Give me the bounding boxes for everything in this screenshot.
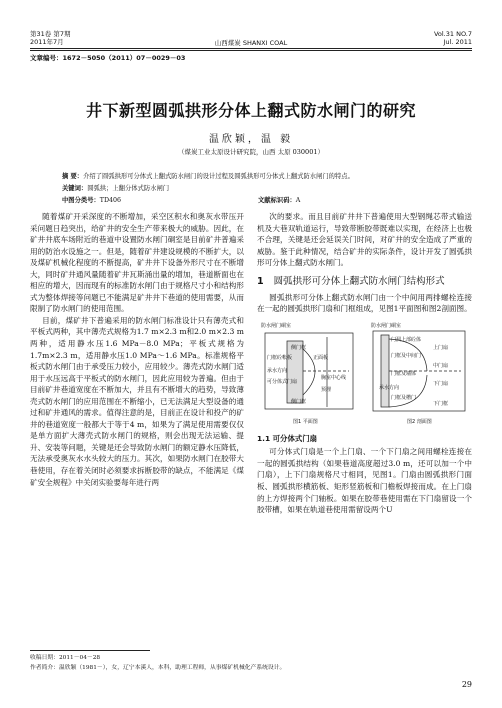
- right-paragraph-1: 次的要求。而且目前矿井井下普遍使用大型钢绳芯带式输送机及大巷双轨道运行，导致带断胶带既难以实现，在经济上也极不合理，关键是还会延误关门时间，对矿井的安全造成了严重的威胁。鉴于此种情况，结合矿井的实际条件，设计开发了圆弧拱形可分体上翻式防水闸门。: [257, 212, 472, 268]
- fig1-label-2: 门框砼帐板: [267, 354, 293, 361]
- right-column: [257, 211, 472, 516]
- keywords-label: 关键词：: [62, 185, 88, 192]
- section-1-heading: [257, 275, 472, 288]
- fig2-label-3: 门框及中间门: [391, 352, 422, 359]
- fig1-caption: 图1 平面图: [293, 418, 318, 425]
- fig1-label-4: 可分体式门扇: [267, 378, 298, 385]
- footnote-rule: [30, 650, 150, 651]
- journal-volume-en-line: Vol.31 NO.7: [433, 30, 472, 38]
- keywords: [62, 184, 169, 193]
- journal-date: 2011年7月: [30, 38, 64, 46]
- fig2-label-2: 上门扇: [433, 344, 449, 351]
- fig1-label-8: 预埋: [321, 386, 332, 393]
- fig1-label-6: 侧门框: [291, 398, 307, 405]
- fig2-label-8: 门框及槽门: [391, 394, 417, 401]
- paper-authors: 温欣颖，温 毅: [208, 134, 294, 145]
- fig2-label-5: 门框及墙体: [391, 370, 417, 377]
- doc-code-label: 文献标识码：: [258, 197, 296, 204]
- paper-affiliation: （煤炭工业太原设计研究院，山西 太原 030001）: [178, 148, 324, 156]
- fig1-label-3: 承水方向: [267, 367, 288, 374]
- journal-volume: 第31卷 第7期: [30, 30, 71, 38]
- fig1-title: 防水闸门硐室: [261, 322, 292, 329]
- fig2-caption: 图2 剖面图: [407, 418, 432, 425]
- paper-title: 井下新型圆弧拱形分体上翻式防水闸门的研究: [85, 101, 416, 120]
- subsection-1-1-heading: 1.1 可分体式门扇: [257, 433, 318, 443]
- keywords-text: 圆弧拱；上翻分体式防水闸门: [87, 185, 170, 192]
- fig1-label-5: 正面板: [313, 354, 329, 361]
- footnote-author: 作者简介：温欣颖（1981－），女，辽宁本溪人，本科，助理工程师，从事煤矿机械化产系统设计。: [30, 665, 286, 671]
- fig2-label-6: 下门扇: [433, 380, 449, 387]
- doc-code: [258, 196, 300, 205]
- left-paragraph-2: 目前，煤矿井下普遍采用的防水闸门标准设计只有薄壳式和平板式两种，其中薄壳式规格为1.7 m×2.3 m和2.0 m×2.3 m两种，适用静水压1.6 MPa－8.0 MPa；平板式规格为1.7m×2.3 m，适用静水压1.0 MPa～1.6 MPa。标准规格平板式防水闸门由于承受压力较小，应用较少。薄壳式防水闸门适用于水压远高于平板式的防水闸门，因此应用较为普遍。但由于目前矿井巷道宽度在不断加大，并且有不断增大的趋势，导致薄壳式防水闸门的应用范围在不断缩小，已无法满足大型设备的通过和矿井通风的需求。值得注意的是，目前正在设计和投产的矿井的巷道宽度一般都大于等于4 m，如果为了满足使用需要仅仅是单方面扩大薄壳式防水闸门的规格，则会出现无法运输、提升、安装等问题，关键是还会导致防水闸门的额定静水压降低，无法承受奥灰水水头较大的压力。其次，如果防水闸门在胶带大巷使用，存在着关闭时必须要求拆断胶带的缺点，不能满足《煤矿安全规程》中关闭实验要每年进行两: [30, 315, 244, 487]
- fig2-label-4: 中门扇: [433, 362, 449, 369]
- journal-name: 山西煤炭 SHANXI COAL: [214, 39, 288, 47]
- article-number: 文章编号：1672－5050（2011）07－0029－03: [30, 54, 186, 62]
- left-column: [30, 211, 244, 488]
- clc-value: TD406: [99, 197, 122, 204]
- section-1-number: 1: [257, 275, 264, 287]
- fig2-label-7: 承水方向: [379, 384, 400, 391]
- clc-label: 中图分类号：: [62, 197, 100, 204]
- page-number: 29: [461, 680, 472, 689]
- fig2-left-frame: [381, 335, 389, 407]
- abstract: [62, 172, 442, 181]
- fig2-title: 防水闸门硐室: [371, 322, 402, 329]
- abstract-text: 介绍了圆弧拱形可分体式上翻式防水闸门的设计过程及圆弧拱形可分体式上翻式防水闸门的特点。: [83, 173, 354, 180]
- header-rule-2: [30, 50, 472, 51]
- abstract-label: 摘 要：: [62, 173, 84, 180]
- figure-1-plan-view: [257, 319, 472, 431]
- fig1-label-1: 侧门框: [291, 344, 307, 351]
- header-rule: [30, 48, 472, 49]
- left-paragraph-1: 随着煤矿开采深度的不断增加，采空区积水和奥灰水带压开采问题日趋突出，给矿井的安全生产带来极大的威胁。因此，在矿井井底车场附近的巷道中设置防水闸门硐室是目前矿井普遍采用的防治水设施之一。但是，随着矿井建设规模的不断扩大，以及煤矿机械化程度的不断提高，矿井井下设备外形尺寸在不断增大，同时矿井通风量随着矿井瓦斯涌出量的增加，巷道断面也在相应的增大，因而现有的标准防水闸门由于规格尺寸小和结构形式为整体焊接等问题已不能满足矿井井下巷道的使用需要，从而限制了防水闸门的使用范围。: [30, 212, 244, 314]
- fig2-lower-leaf: [389, 375, 427, 407]
- fig1-label-7: 胸室中心线: [321, 374, 347, 381]
- section-1-title: 圆弧拱形可分体上翻式防水闸门结构形式: [273, 275, 445, 287]
- figures-row: [257, 319, 472, 431]
- right-paragraph-3: 可分体式门扇是一个上门扇、一个下门扇之间用螺栓连接在一起的圆弧拱结构（如果巷道高度超过3.0 m，还可以加一个中门扇），上下门扇规格尺寸相同，见图1。门扇由圆弧拱形门面板、圆弧拱形横筋板、矩形竖筋板和门檐板焊接而成。在上门扇的上方焊接两个门轴板。如果在胶带巷使用需在下门扇留设一个胶带槽，如果在轨道巷使用需留设两个U: [257, 447, 472, 515]
- journal-date-en: Jul. 2011: [443, 38, 472, 46]
- right-paragraph-2: 圆弧拱形可分体上翻式防水闸门由一个中间用两排螺栓连接在一起的圆弧拱形门扇和门框组成，见图1平面图和图2剖面图。: [257, 292, 472, 314]
- fig2-label-1: 门洞上部砼体: [391, 336, 422, 343]
- doc-code-value: A: [295, 197, 301, 204]
- clc: [62, 196, 121, 205]
- journal-volume-en: [434, 30, 472, 46]
- footnote-received: 收稿日期：2011－04－28: [30, 655, 101, 661]
- fig2-label-9: 下门框: [433, 400, 449, 407]
